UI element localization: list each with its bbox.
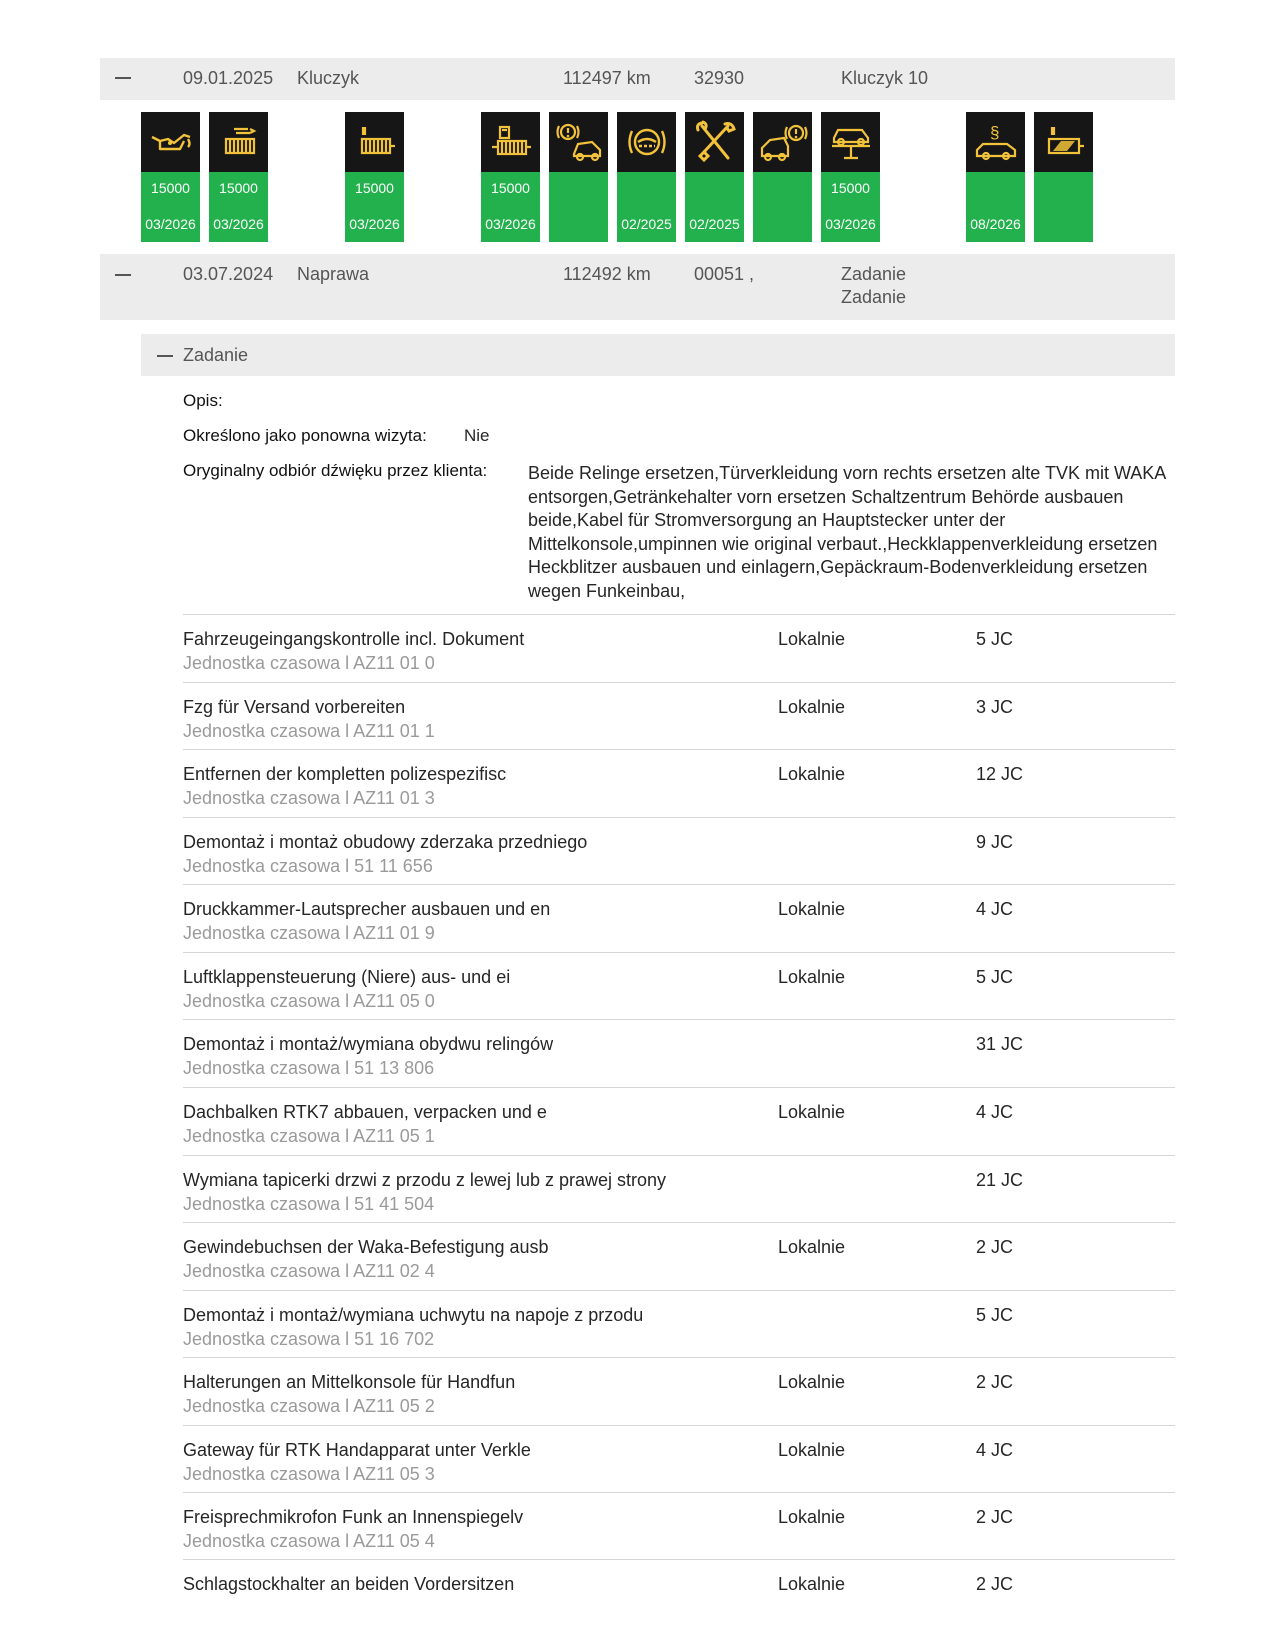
collapse-icon[interactable] — [115, 77, 131, 79]
job-time-units: 2 JC — [976, 1507, 1014, 1527]
job-name: Druckkammer-Lautsprecher ausbauen und en — [183, 899, 551, 919]
vehicle-inspection-lift-icon — [828, 122, 874, 162]
job-row[interactable] — [183, 1222, 1175, 1290]
entry-mileage: 112492 km — [563, 264, 651, 284]
entry-info-2: Zadanie — [841, 287, 907, 307]
entry-info: Kluczyk 10 — [841, 68, 929, 88]
job-name: Wymiana tapicerki drzwi z przodu z lewej lub z prawej strony — [183, 1170, 667, 1190]
service-due-date: 03/2026 — [145, 216, 196, 232]
service-due-date: 03/2026 — [213, 216, 264, 232]
service-tile-brake-fluid[interactable] — [617, 112, 676, 242]
entry-number: 32930 — [694, 68, 745, 88]
job-time-units: 31 JC — [976, 1034, 1024, 1054]
service-km: 15000 — [151, 180, 190, 196]
job-time-units: 2 JC — [976, 1372, 1014, 1392]
job-name: Gewindebuchsen der Waka-Befestigung ausb — [183, 1237, 549, 1257]
job-row[interactable] — [183, 1155, 1175, 1223]
job-name: Schlagstockhalter an beiden Vordersitzen — [183, 1574, 515, 1594]
job-time-units: 12 JC — [976, 764, 1024, 784]
job-time-units: 2 JC — [976, 1237, 1014, 1257]
job-time-units: 5 JC — [976, 1305, 1014, 1325]
job-code: Jednostka czasowa l AZ11 01 0 — [183, 653, 435, 673]
job-location: Lokalnie — [778, 629, 846, 649]
job-location: Lokalnie — [778, 1440, 846, 1460]
task-header[interactable] — [141, 334, 1175, 376]
service-tile-fuel-filter[interactable] — [481, 112, 540, 242]
service-due-date: 02/2025 — [621, 216, 672, 232]
job-code: Jednostka czasowa l 51 41 504 — [183, 1194, 435, 1214]
job-name: Demontaż i montaż obudowy zderzaka przedniego — [183, 832, 588, 852]
job-location: Lokalnie — [778, 967, 846, 987]
revisit-value: Nie — [464, 426, 490, 445]
job-row[interactable] — [183, 884, 1175, 952]
job-row[interactable] — [183, 1492, 1175, 1560]
customer-statement-text: Beide Relinge ersetzen,Türverkleidung vorn rechts ersetzen alte TVK mit WAKA entsorgen,Getränkehalter vorn ersetzen Schaltzentrum Behörde ausbauen beide,Kabel für Stromversorgung an Hauptstecker unter der Mittelkonsole,umpinnen wie original verbaut.,Heckklappenverkleidung ersetzen Heckblitzer ausbauen und einlagern,Gepäckraum-Bodenverkleidung ersetzen wegen Funkeinbau, — [528, 463, 1166, 601]
job-name: Dachbalken RTK7 abbauen, verpacken und e — [183, 1102, 547, 1122]
service-tile-microfilter[interactable] — [345, 112, 404, 242]
job-row[interactable] — [183, 1357, 1175, 1425]
job-row[interactable] — [183, 1425, 1175, 1493]
job-name: Demontaż i montaż/wymiana uchwytu na napoje z przodu — [183, 1305, 644, 1325]
job-time-units: 2 JC — [976, 1574, 1014, 1594]
job-row[interactable] — [183, 1559, 1175, 1627]
service-due-date: 02/2025 — [689, 216, 740, 232]
service-due-date: 08/2026 — [970, 216, 1021, 232]
customer-statement-label: Oryginalny odbiór dźwięku przez klienta: — [183, 461, 488, 480]
entry-row-repair[interactable] — [100, 254, 1175, 320]
job-code: Jednostka czasowa l AZ11 01 9 — [183, 923, 435, 943]
job-name: Fzg für Versand vorbereiten — [183, 697, 406, 717]
fuel-filter-icon — [488, 125, 534, 159]
job-location: Lokalnie — [778, 1574, 846, 1594]
service-due-date: 03/2026 — [485, 216, 536, 232]
service-km: 15000 — [491, 180, 530, 196]
job-time-units: 3 JC — [976, 697, 1014, 717]
collapse-icon[interactable] — [157, 355, 173, 357]
service-tools-icon — [692, 120, 738, 164]
job-name: Entfernen der kompletten polizespezifisc — [183, 764, 507, 784]
diesel-particulate-icon — [1041, 125, 1087, 159]
job-name: Fahrzeugeingangskontrolle incl. Dokument — [183, 629, 525, 649]
service-km: 15000 — [355, 180, 394, 196]
service-tile-air-filter[interactable] — [209, 112, 268, 242]
service-km: 15000 — [831, 180, 870, 196]
job-row[interactable] — [183, 817, 1175, 885]
service-due-date: 03/2026 — [349, 216, 400, 232]
job-time-units: 5 JC — [976, 967, 1014, 987]
job-name: Luftklappensteuerung (Niere) aus- und ei — [183, 967, 511, 987]
job-location: Lokalnie — [778, 764, 846, 784]
service-km: 15000 — [219, 180, 258, 196]
job-code: Jednostka czasowa l AZ11 01 1 — [183, 721, 435, 741]
service-tile-legal-inspection[interactable] — [966, 112, 1025, 242]
job-location: Lokalnie — [778, 1372, 846, 1392]
job-code: Jednostka czasowa l AZ11 05 4 — [183, 1531, 435, 1551]
job-row[interactable] — [183, 1087, 1175, 1155]
job-code: Jednostka czasowa l AZ11 02 4 — [183, 1261, 435, 1281]
job-code: Jednostka czasowa l 51 11 656 — [183, 856, 433, 876]
job-row[interactable] — [183, 614, 1175, 682]
service-tile-service-tools[interactable] — [685, 112, 744, 242]
job-time-units: 4 JC — [976, 899, 1014, 919]
job-location: Lokalnie — [778, 1102, 846, 1122]
description-label: Opis: — [183, 391, 223, 410]
job-location: Lokalnie — [778, 899, 846, 919]
job-code: Jednostka czasowa l 51 16 702 — [183, 1329, 435, 1349]
vehicle-check-icon — [554, 122, 604, 162]
service-tile-rear-brake[interactable] — [753, 112, 812, 242]
rear-brake-warning-icon — [758, 122, 808, 162]
job-name: Freisprechmikrofon Funk an Innenspiegelv — [183, 1507, 524, 1527]
engine-oil-icon — [148, 125, 194, 159]
job-time-units: 9 JC — [976, 832, 1014, 852]
legal-inspection-icon — [973, 122, 1019, 162]
job-name: Demontaż i montaż/wymiana obydwu relingów — [183, 1034, 554, 1054]
brake-fluid-icon — [624, 122, 670, 162]
entry-type: Kluczyk — [297, 68, 360, 88]
job-row[interactable] — [183, 682, 1175, 750]
job-code: Jednostka czasowa l AZ11 05 1 — [183, 1126, 435, 1146]
job-time-units: 5 JC — [976, 629, 1014, 649]
job-location: Lokalnie — [778, 1237, 846, 1257]
entry-row-key[interactable] — [100, 58, 1175, 100]
revisit-label: Określono jako ponowna wizyta: — [183, 426, 427, 445]
air-filter-icon — [216, 125, 262, 159]
service-tile-vehicle-inspection[interactable] — [821, 112, 880, 242]
job-code: Jednostka czasowa l 51 13 806 — [183, 1058, 435, 1078]
job-time-units: 4 JC — [976, 1440, 1014, 1460]
service-tile-vehicle-check[interactable] — [549, 112, 608, 242]
job-row[interactable] — [183, 1290, 1175, 1358]
service-due-date: 03/2026 — [825, 216, 876, 232]
service-tile-particulate-filter[interactable] — [1034, 112, 1093, 242]
job-code: Jednostka czasowa l AZ11 05 2 — [183, 1396, 435, 1416]
job-row[interactable] — [183, 749, 1175, 817]
job-row[interactable] — [183, 1019, 1175, 1087]
job-location: Lokalnie — [778, 1507, 846, 1527]
entry-info: Zadanie — [841, 264, 907, 284]
job-code: Jednostka czasowa l AZ11 01 3 — [183, 788, 435, 808]
entry-date: 03.07.2024 — [183, 264, 274, 284]
service-tile-engine-oil[interactable] — [141, 112, 200, 242]
microfilter-icon — [352, 125, 398, 159]
collapse-icon[interactable] — [115, 274, 131, 276]
job-name: Halterungen an Mittelkonsole für Handfun — [183, 1372, 516, 1392]
entry-mileage: 112497 km — [563, 68, 651, 88]
job-name: Gateway für RTK Handapparat unter Verkle — [183, 1440, 531, 1460]
job-row[interactable] — [183, 952, 1175, 1020]
entry-number: 00051 , — [694, 264, 755, 284]
job-code: Jednostka czasowa l AZ11 05 3 — [183, 1464, 435, 1484]
job-time-units: 4 JC — [976, 1102, 1014, 1122]
job-location: Lokalnie — [778, 697, 846, 717]
job-code: Jednostka czasowa l AZ11 05 0 — [183, 991, 435, 1011]
task-title: Zadanie — [183, 345, 249, 365]
job-time-units: 21 JC — [976, 1170, 1024, 1190]
svg-text:§: § — [989, 123, 999, 142]
entry-date: 09.01.2025 — [183, 68, 274, 88]
entry-type: Naprawa — [297, 264, 370, 284]
